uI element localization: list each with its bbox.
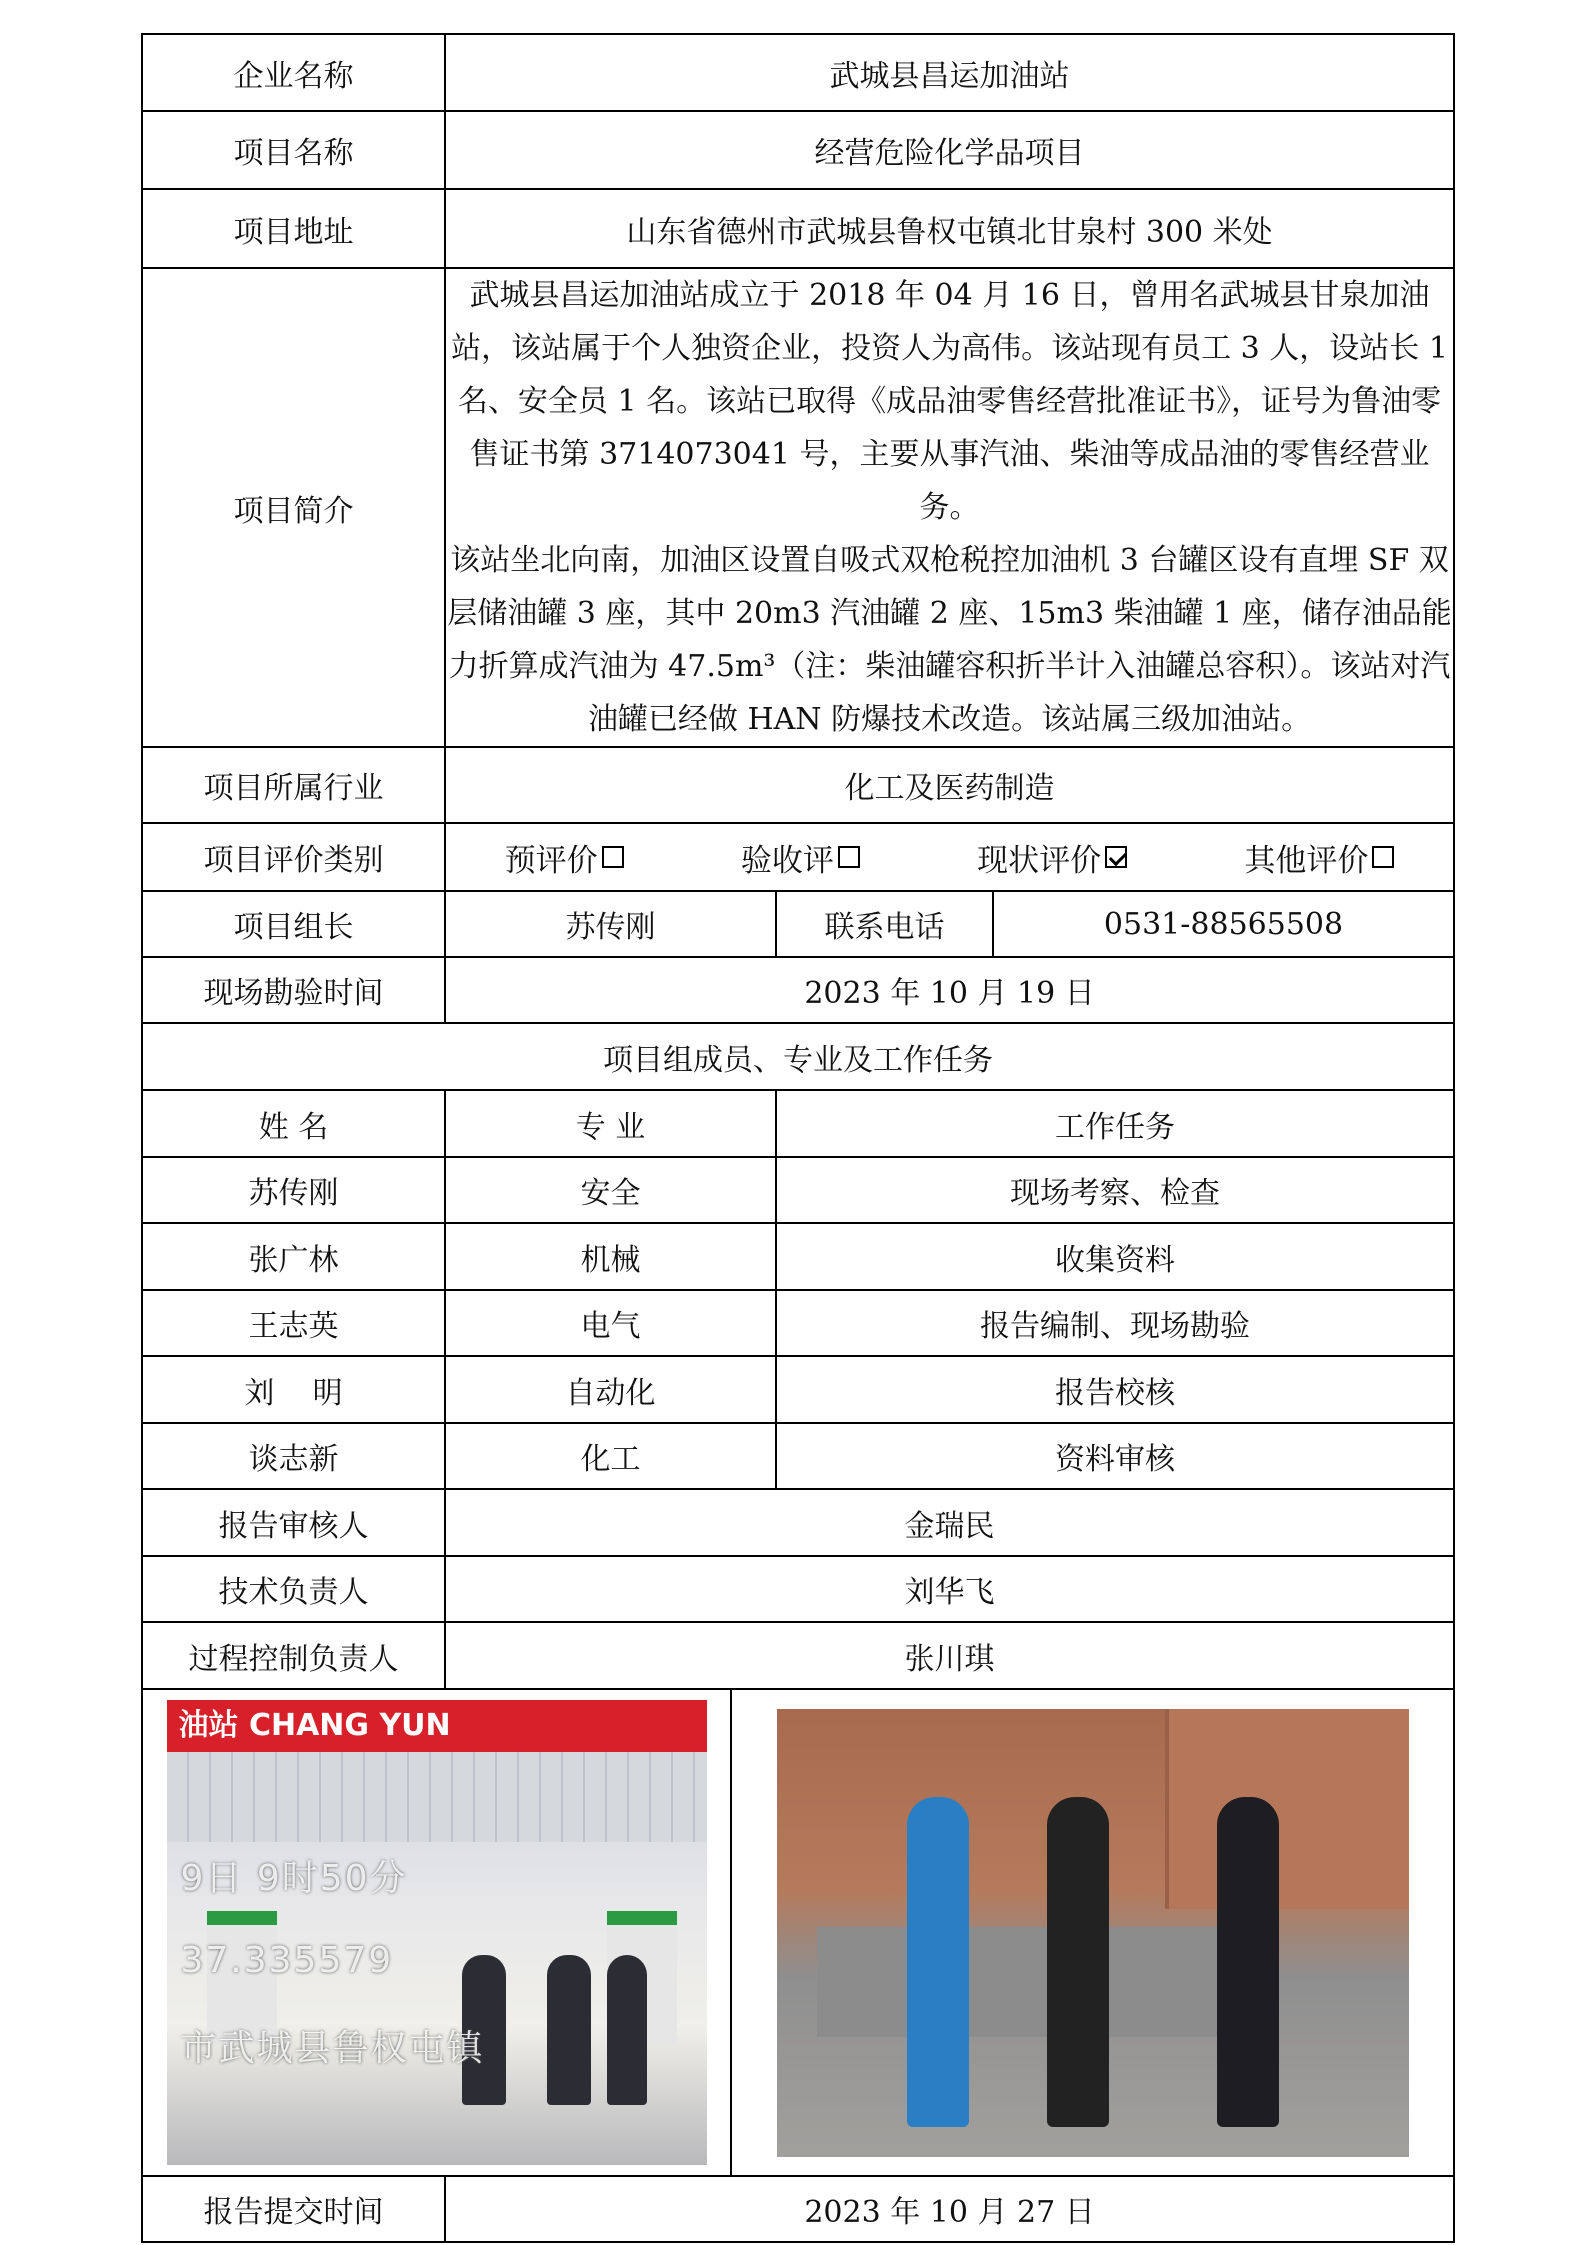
industry-label: 项目所属行业 <box>142 747 445 823</box>
checkbox-icon[interactable] <box>838 846 860 868</box>
person-image <box>607 1955 647 2105</box>
evaluation-info-table <box>141 33 1455 2243</box>
project-intro-row <box>142 268 1454 747</box>
member-task: 现场考察、检查 <box>776 1157 1454 1223</box>
eval-option-other-label: 其他评价 <box>1244 842 1369 879</box>
photo-watermark-time: 9日 9时50分 <box>180 1858 408 1899</box>
submit-time-value: 2023 年 10 月 27 日 <box>445 2176 1454 2242</box>
reviewer-label: 报告审核人 <box>142 1489 445 1556</box>
header-task: 工作任务 <box>776 1090 1454 1157</box>
photo-cell-station <box>142 1689 731 2176</box>
submit-time-label: 报告提交时间 <box>142 2176 445 2242</box>
project-intro-label: 项目简介 <box>142 268 445 747</box>
member-name: 王志英 <box>142 1290 445 1356</box>
eval-option-acceptance[interactable] <box>741 835 860 880</box>
member-task: 资料审核 <box>776 1423 1454 1489</box>
checkbox-icon[interactable] <box>602 846 624 868</box>
eval-category-label: 项目评价类别 <box>142 823 445 891</box>
person-image <box>1217 1797 1279 2127</box>
intro-paragraph-2: 该站坐北向南，加油区设置自吸式双枪税控加油机 3 台罐区设有直埋 SF 双层储油罐 3 座，其中 20m3 汽油罐 2 座、15m3 柴油罐 1 座，储存油品能力折算成汽油为 47.5m³（注：柴油罐容积折半计入油罐总容积）。该站对汽油罐已经做 HAN 防爆技术改造。该站属三级加油站。 <box>447 543 1452 737</box>
leader-label: 项目组长 <box>142 891 445 957</box>
table-row <box>142 1223 1454 1290</box>
eval-category-options <box>445 823 1454 891</box>
member-specialty: 机械 <box>445 1223 776 1290</box>
checkbox-checked-icon[interactable] <box>1105 846 1127 868</box>
project-name-value: 经营危险化学品项目 <box>445 111 1454 189</box>
eval-option-pre[interactable] <box>505 835 624 880</box>
member-task: 报告校核 <box>776 1356 1454 1423</box>
survey-time-value: 2023 年 10 月 19 日 <box>445 957 1454 1023</box>
process-lead-label: 过程控制负责人 <box>142 1622 445 1689</box>
person-image <box>1047 1797 1109 2127</box>
tank-inspection-photo <box>777 1709 1409 2157</box>
member-name: 苏传刚 <box>142 1157 445 1223</box>
project-address-row <box>142 189 1454 268</box>
table-row <box>142 1423 1454 1489</box>
photo-watermark-place: 市武城县鲁权屯镇 <box>180 2028 485 2069</box>
header-specialty: 专 业 <box>445 1090 776 1157</box>
person-image <box>547 1955 591 2105</box>
tech-lead-row <box>142 1556 1454 1622</box>
industry-value: 化工及医药制造 <box>445 747 1454 823</box>
photo-cell-inspection <box>731 1689 1454 2176</box>
eval-category-row <box>142 823 1454 891</box>
project-address-value: 山东省德州市武城县鲁权屯镇北甘泉村 300 米处 <box>445 189 1454 268</box>
project-address-label: 项目地址 <box>142 189 445 268</box>
member-specialty: 自动化 <box>445 1356 776 1423</box>
survey-time-row <box>142 957 1454 1023</box>
header-name: 姓 名 <box>142 1090 445 1157</box>
eval-option-status-label: 现状评价 <box>977 842 1102 879</box>
members-section-title: 项目组成员、专业及工作任务 <box>142 1023 1454 1090</box>
process-lead-row <box>142 1622 1454 1689</box>
company-value: 武城县昌运加油站 <box>445 34 1454 111</box>
phone-value: 0531-88565508 <box>993 891 1454 957</box>
member-specialty: 化工 <box>445 1423 776 1489</box>
canopy-image <box>167 1752 707 1842</box>
member-specialty: 电气 <box>445 1290 776 1356</box>
member-name: 刘 明 <box>142 1356 445 1423</box>
person-image <box>907 1797 969 2127</box>
member-task: 收集资料 <box>776 1223 1454 1290</box>
phone-label: 联系电话 <box>776 891 993 957</box>
industry-row <box>142 747 1454 823</box>
process-lead-value: 张川琪 <box>445 1622 1454 1689</box>
photos-row <box>142 1689 1454 2176</box>
member-name: 张广林 <box>142 1223 445 1290</box>
project-name-label: 项目名称 <box>142 111 445 189</box>
table-row <box>142 1356 1454 1423</box>
checkbox-icon[interactable] <box>1372 846 1394 868</box>
table-row <box>142 1290 1454 1356</box>
survey-time-label: 现场勘验时间 <box>142 957 445 1023</box>
member-specialty: 安全 <box>445 1157 776 1223</box>
photo-watermark-number: 37.335579 <box>180 1940 394 1981</box>
eval-option-acceptance-label: 验收评 <box>740 842 834 879</box>
member-name: 谈志新 <box>142 1423 445 1489</box>
eval-option-pre-label: 预评价 <box>504 842 598 879</box>
intro-paragraph-1: 武城县昌运加油站成立于 2018 年 04 月 16 日，曾用名武城县甘泉加油站，该站属于个人独资企业，投资人为高伟。该站现有员工 3 人，设站长 1 名、安全员 1 名。该站已取得《成品油零售经营批准证书》，证号为鲁油零售证书第 3714073041 号，主要从事汽油、柴油等成品油的零售经营业务。 <box>451 278 1448 525</box>
company-label: 企业名称 <box>142 34 445 111</box>
reviewer-row <box>142 1489 1454 1556</box>
leader-value: 苏传刚 <box>445 891 776 957</box>
reviewer-value: 金瑞民 <box>445 1489 1454 1556</box>
project-name-row <box>142 111 1454 189</box>
project-intro-text <box>445 268 1454 747</box>
brick-wall-image <box>1165 1709 1409 1909</box>
tech-lead-value: 刘华飞 <box>445 1556 1454 1622</box>
eval-option-status[interactable] <box>977 835 1127 880</box>
gas-station-photo <box>167 1700 707 2165</box>
tech-lead-label: 技术负责人 <box>142 1556 445 1622</box>
table-row <box>142 1157 1454 1223</box>
company-row <box>142 34 1454 111</box>
member-task: 报告编制、现场勘验 <box>776 1290 1454 1356</box>
members-header-row <box>142 1090 1454 1157</box>
submit-time-row <box>142 2176 1454 2242</box>
members-title-row <box>142 1023 1454 1090</box>
leader-row <box>142 891 1454 957</box>
station-banner: 油站 CHANG YUN <box>167 1700 707 1752</box>
eval-option-other[interactable] <box>1244 835 1394 880</box>
tank-area-image <box>817 1927 1237 2037</box>
